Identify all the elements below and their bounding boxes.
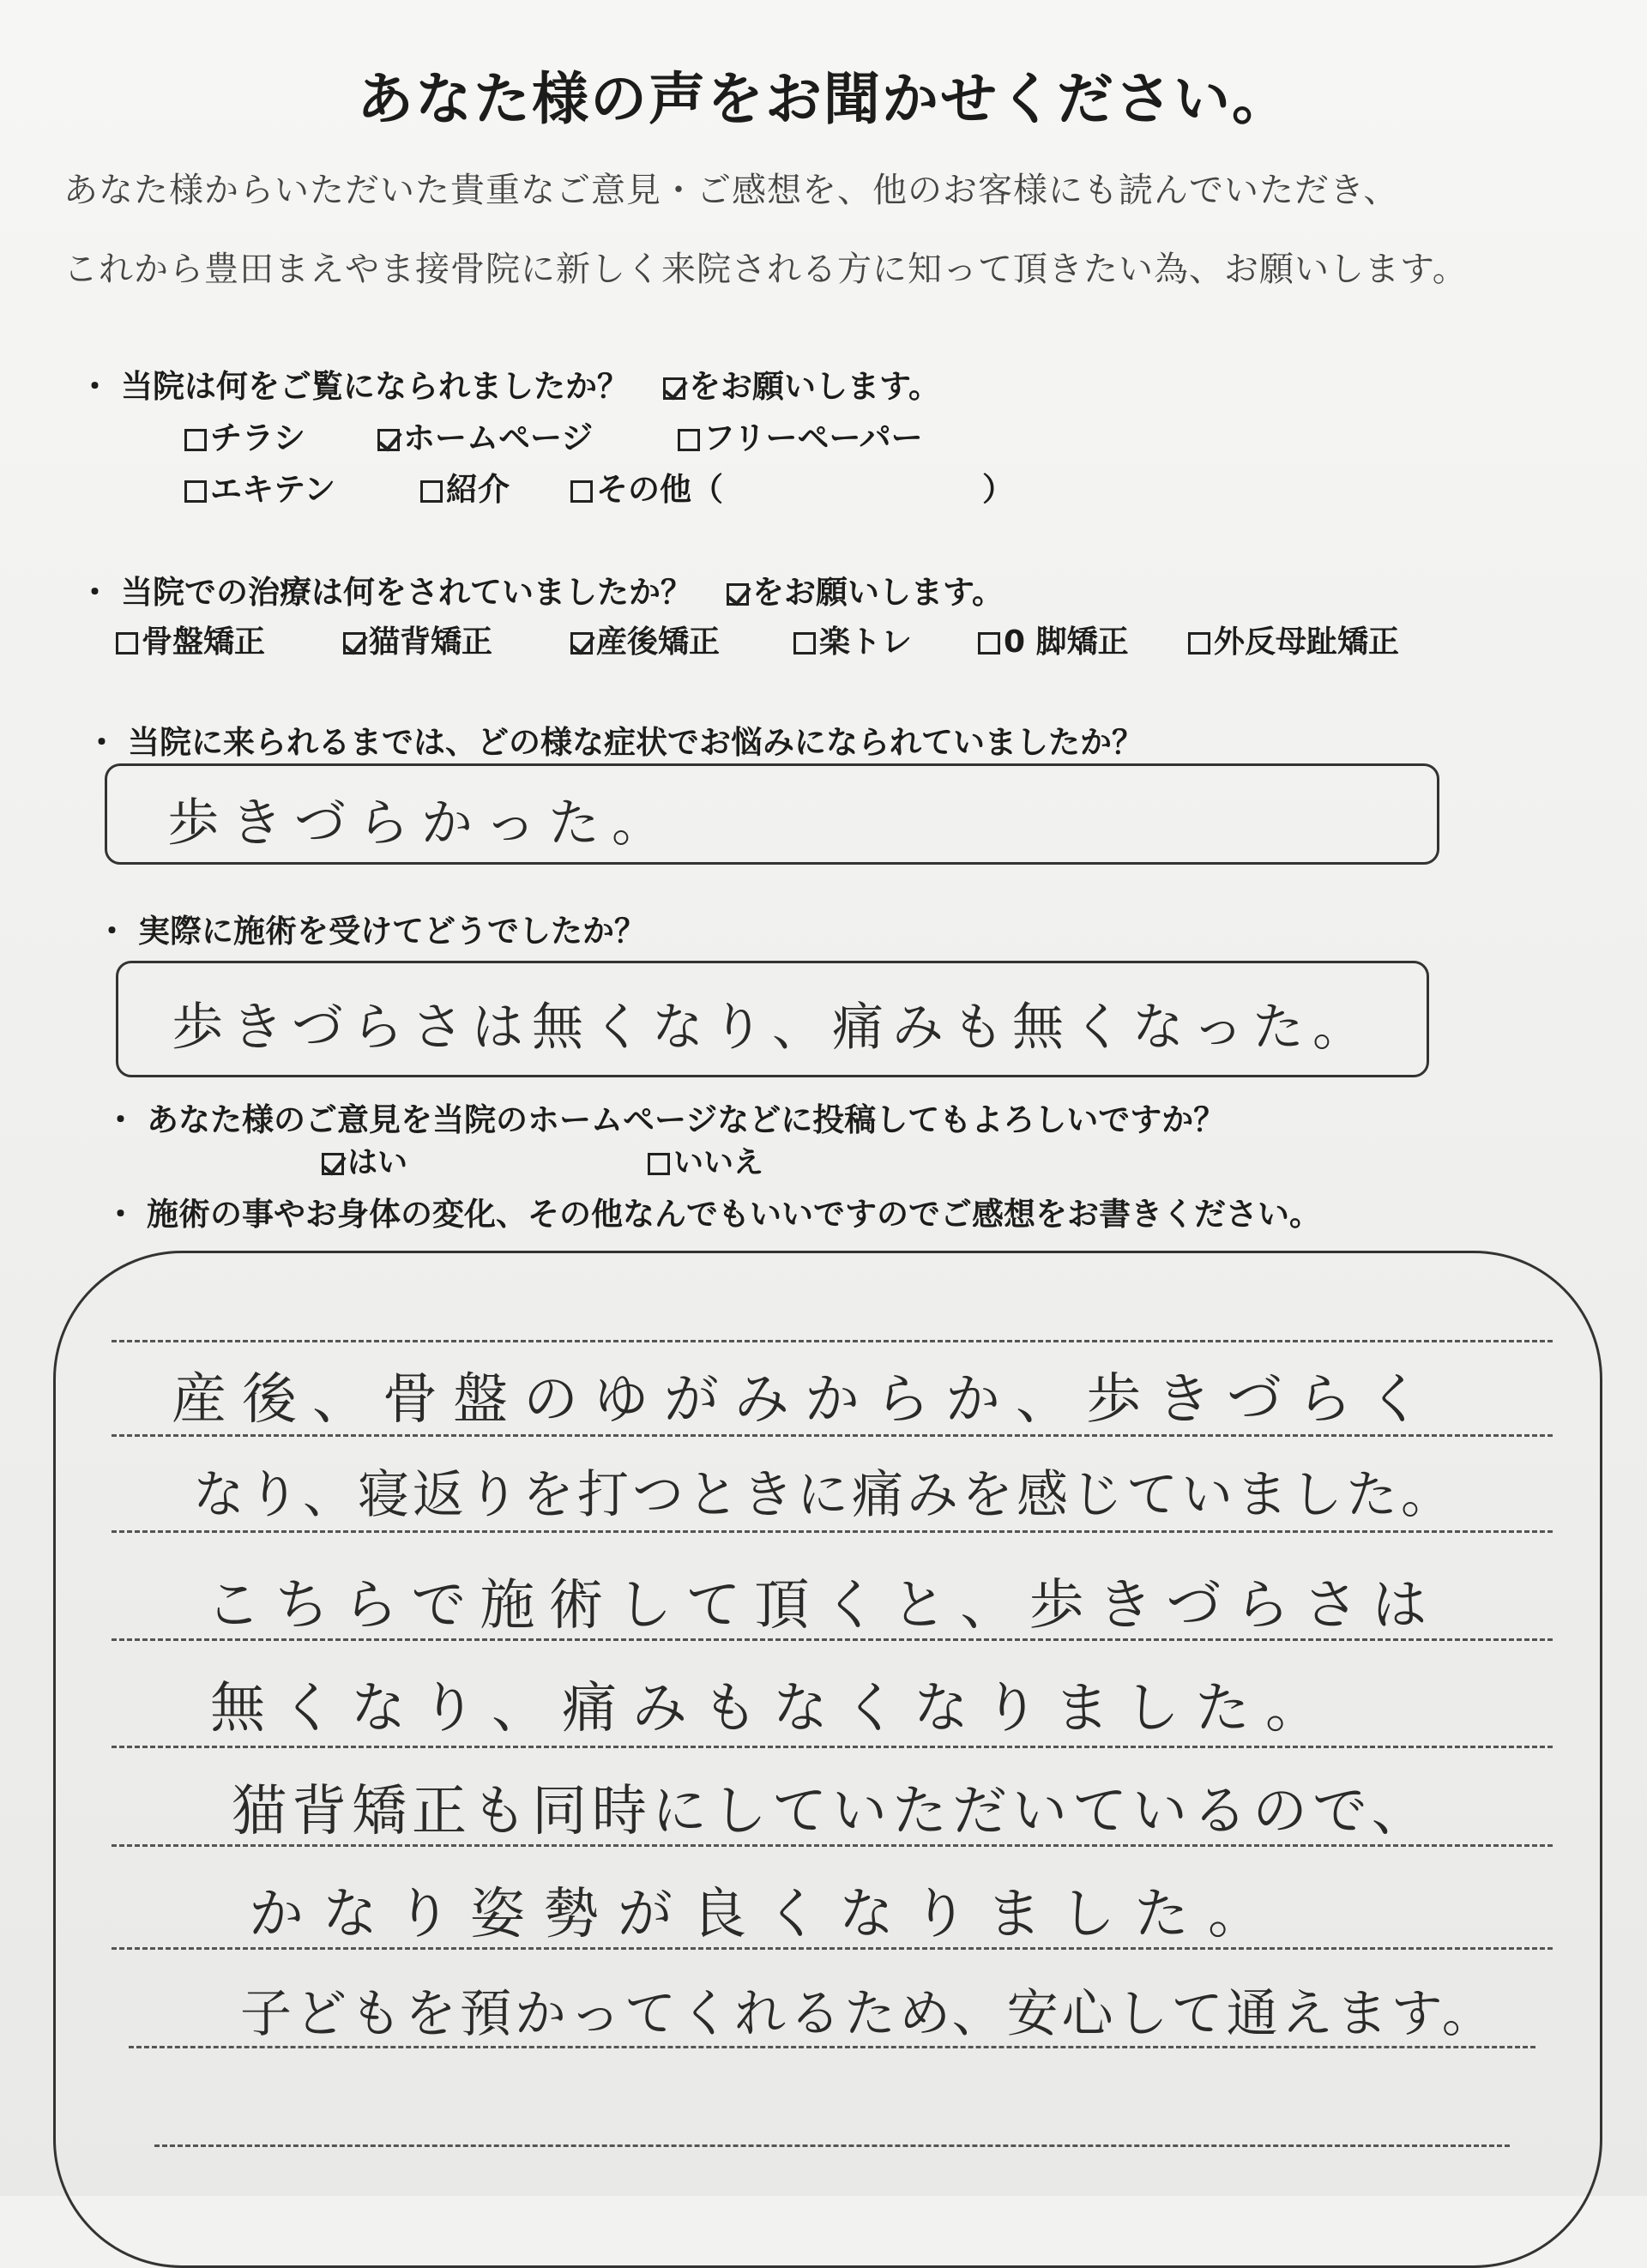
question-2-text: 当院での治療は何をされていましたか？ — [121, 574, 692, 611]
comment-line-3: こちらで施術して頂くと、歩きづらさは — [206, 1574, 1441, 1638]
question-3 — [86, 716, 1143, 763]
checkbox-checked[interactable] — [570, 632, 593, 654]
checkbox[interactable] — [570, 480, 593, 503]
question-4-text: 実際に施術を受けてどうでしたか？ — [138, 913, 646, 950]
bullet-dot: ・ — [79, 574, 111, 611]
bullet-dot: ・ — [86, 724, 118, 761]
checkbox-example-icon — [727, 583, 749, 606]
option-raku-training[interactable]: 楽トレ — [793, 618, 912, 661]
comment-line-7: 子どもを預かってくれるため、安心して通えます。 — [240, 1984, 1497, 2044]
question-4 — [96, 905, 646, 951]
checkbox[interactable] — [184, 429, 207, 451]
checkbox[interactable] — [648, 1153, 670, 1175]
option-free-paper[interactable]: フリーペーパー — [678, 412, 923, 458]
option-other[interactable]: その他（ — [570, 463, 723, 510]
option-homepage[interactable]: ホームページ — [377, 412, 593, 458]
question-1-text: 当院は何をご覧になられましたか？ — [121, 368, 629, 405]
comment-line-6: かなり姿勢が良くなりました。 — [249, 1883, 1282, 1946]
question-1 — [79, 360, 940, 407]
answer-4-handwriting: 歩きづらさは無くなり、痛みも無くなった。 — [172, 998, 1372, 1058]
comment-line-2: なり、寝返りを打つときに痛みを感じていました。 — [193, 1465, 1456, 1525]
bullet-dot: ・ — [79, 368, 111, 405]
checkbox[interactable] — [420, 480, 443, 503]
checkbox[interactable] — [1188, 632, 1210, 654]
comment-line-1: 産後、骨盤のゆがみからか、歩きづらく — [172, 1368, 1438, 1432]
checkbox-example-icon — [663, 377, 685, 400]
ruled-line — [112, 1530, 1553, 1533]
intro-line-2: これから豊田まえやま接骨院に新しく来院される方に知って頂きたい為、お願いします。 — [63, 250, 1468, 289]
checkbox-checked[interactable] — [322, 1153, 344, 1175]
question-2-note: をお願いします。 — [752, 574, 1004, 611]
checkbox[interactable] — [678, 429, 700, 451]
checkbox-checked[interactable] — [377, 429, 400, 451]
option-pelvis[interactable]: 骨盤矯正 — [116, 618, 265, 661]
checkbox[interactable] — [978, 632, 1000, 654]
bullet-dot: ・ — [105, 1101, 136, 1138]
ruled-line — [112, 1746, 1553, 1748]
comment-line-5: 猫背矯正も同時にしていただいているので、 — [232, 1780, 1432, 1843]
checkbox[interactable] — [184, 480, 207, 503]
question-6-text: 施術の事やお身体の変化、その他なんでもいいですのでご感想をお書きください。 — [147, 1196, 1321, 1233]
ruled-line — [154, 2144, 1510, 2147]
option-ekiten[interactable]: エキテン — [184, 463, 335, 510]
option-referral[interactable]: 紹介 — [420, 463, 510, 510]
checkbox[interactable] — [116, 632, 138, 654]
checkbox-checked[interactable] — [343, 632, 365, 654]
option-no[interactable]: いいえ — [648, 1139, 763, 1182]
option-other-close: ） — [982, 471, 1014, 508]
ruled-line — [112, 1434, 1553, 1437]
comment-line-4: 無くなり、痛みもなくなりました。 — [210, 1677, 1336, 1740]
option-postpartum[interactable]: 産後矯正 — [570, 618, 720, 661]
ruled-line — [112, 1340, 1553, 1342]
question-3-text: 当院に来られるまでは、どの様な症状でお悩みになられていましたか？ — [128, 724, 1143, 761]
bullet-dot: ・ — [96, 913, 128, 950]
question-6 — [105, 1188, 1321, 1234]
option-hallux-valgus[interactable]: 外反母趾矯正 — [1188, 618, 1399, 661]
option-posture[interactable]: 猫背矯正 — [343, 618, 492, 661]
option-o-leg[interactable]: 0 脚矯正 — [978, 618, 1129, 661]
answer-3-handwriting: 歩きづらかった。 — [167, 793, 675, 854]
bullet-dot: ・ — [105, 1196, 136, 1233]
question-5 — [105, 1094, 1225, 1140]
survey-title: あなた様の声をお聞かせください。 — [357, 66, 1290, 132]
question-2 — [79, 566, 1004, 612]
question-5-text: あなた様のご意見を当院のホームページなどに投稿してもよろしいですか？ — [147, 1101, 1226, 1138]
question-1-note: をお願いします。 — [689, 368, 941, 405]
option-yes[interactable]: はい — [322, 1139, 407, 1182]
checkbox[interactable] — [793, 632, 816, 654]
intro-line-1: あなた様からいただいた貴重なご意見・ご感想を、他のお客様にも読んでいただき、 — [63, 171, 1399, 210]
option-flyer[interactable]: チラシ — [184, 412, 305, 458]
